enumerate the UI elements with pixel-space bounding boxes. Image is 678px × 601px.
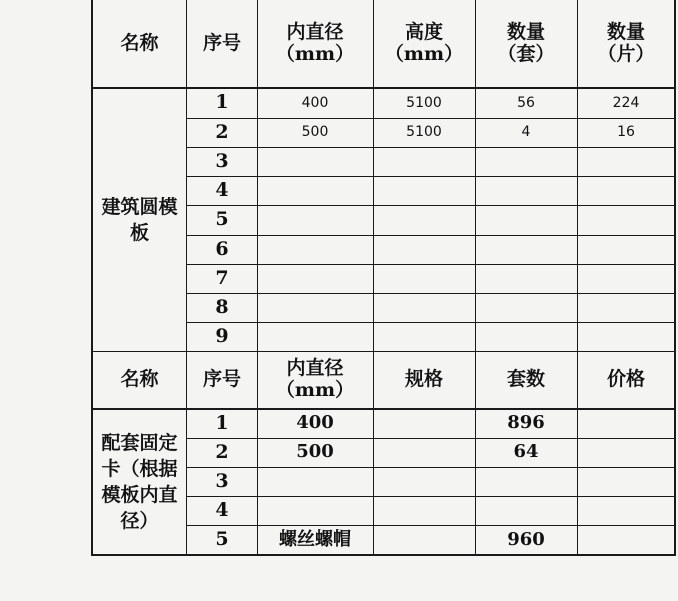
t2-header-diameter: 内直径 （mm）	[275, 357, 355, 401]
t1-row-no: 6	[215, 237, 229, 260]
table-divider	[91, 351, 676, 352]
table-divider	[186, 205, 676, 206]
t1-row-sets: 56	[517, 94, 535, 111]
table-divider	[186, 467, 676, 468]
t2-header-no: 序号	[202, 368, 241, 391]
table-divider	[186, 118, 676, 119]
t1-row-no: 4	[215, 178, 229, 201]
table-divider	[186, 235, 676, 236]
t1-header-sets: 数量 （套）	[497, 21, 555, 65]
t2-row-sets: 960	[507, 528, 545, 550]
t1-row-diameter: 500	[301, 124, 329, 141]
t1-row-no: 5	[215, 208, 229, 231]
table-divider	[186, 147, 676, 148]
t2-row-no: 2	[215, 440, 229, 463]
t1-row-pieces: 16	[617, 124, 635, 141]
t2-row-diameter: 400	[296, 412, 334, 434]
table-divider	[186, 322, 676, 323]
t1-row-diameter: 400	[301, 94, 329, 111]
t2-row-no: 1	[215, 411, 229, 434]
t1-row-no: 7	[215, 266, 229, 289]
t1-row-no: 9	[215, 324, 229, 347]
t1-header-name: 名称	[120, 32, 159, 55]
table-divider	[186, 0, 187, 556]
table-divider	[186, 264, 676, 265]
t2-row-no: 3	[215, 469, 229, 492]
t2-row-no: 4	[215, 498, 229, 521]
table-divider	[373, 0, 374, 556]
table-divider	[186, 293, 676, 294]
t2-header-spec: 规格	[404, 368, 443, 391]
t1-row-pieces: 224	[612, 94, 640, 111]
table-divider	[91, 87, 676, 89]
t2-header-price: 价格	[606, 368, 645, 391]
t1-row-no: 2	[215, 120, 229, 143]
t1-header-pieces: 数量 （片）	[597, 21, 655, 65]
table-divider	[186, 438, 676, 439]
table-border-bottom	[91, 554, 676, 556]
table-divider	[577, 0, 578, 556]
t1-header-no: 序号	[202, 32, 241, 55]
t1-row-no: 8	[215, 295, 229, 318]
t1-row-no: 3	[215, 149, 229, 172]
t1-header-height: 高度 （mm）	[384, 21, 464, 65]
t2-row-diameter: 螺丝螺帽	[279, 528, 351, 550]
t2-row-sets: 896	[507, 412, 545, 434]
t2-category: 配套固定 卡（根据 模板内直 径）	[101, 432, 178, 532]
table-divider	[186, 176, 676, 177]
t2-row-diameter: 500	[296, 441, 334, 463]
t1-category: 建筑圆模 板	[101, 195, 178, 244]
t1-row-height: 5100	[406, 94, 442, 111]
table-divider	[186, 496, 676, 497]
table-divider	[186, 525, 676, 526]
table-border-left	[91, 0, 93, 556]
t2-row-no: 5	[215, 528, 229, 551]
table-border-right	[674, 0, 676, 556]
t1-row-no: 1	[215, 91, 229, 114]
t1-header-diameter: 内直径 （mm）	[275, 21, 355, 65]
t2-row-sets: 64	[513, 441, 539, 463]
t1-row-height: 5100	[406, 124, 442, 141]
t1-row-sets: 4	[521, 124, 531, 141]
t2-header-name: 名称	[120, 368, 159, 391]
table-divider	[257, 0, 258, 556]
t2-header-sets: 套数	[506, 368, 545, 391]
table-divider	[91, 408, 676, 410]
table-divider	[475, 0, 476, 556]
